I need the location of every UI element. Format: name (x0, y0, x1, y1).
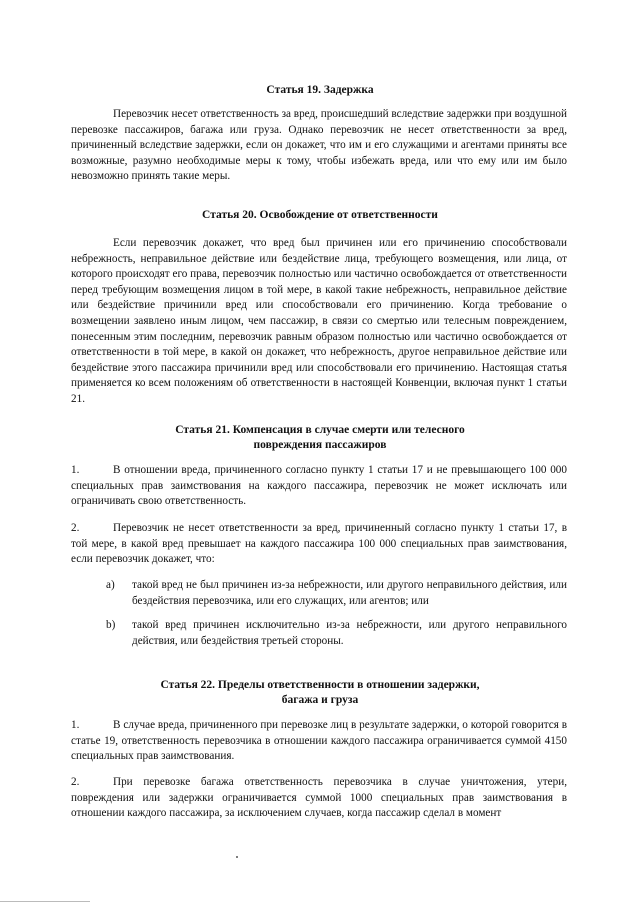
article-22-title-line1: Статья 22. Пределы ответственности в отношении задержки, (160, 679, 480, 691)
article-20-paragraph: Если перевозчик докажет, что вред был причинен или его причинению способствовали небрежность, неправильное действие или бездействие лица, требующего возмещения, или лица, от которого происходят его права, перевозчик полностью или частично освобождается от ответственности перед требующим возмещения лицом в той мере, в какой такие небрежность, неправильное действие или бездействие причинили вред или способствовали его причинению. Когда требование о возмещении заявлено иным лицом, чем пассажир, в связи со смертью или телесным повреждением, понесенным этим последним, перевозчик равным образом полностью или частично освобождается от ответственности в той мере, в какой он докажет, что небрежность, другое неправильное действие или бездействие этого пассажира причинили вред или способствовали его причинению. Настоящая статья применяется ко всем положениям об ответственности в настоящей Конвенции, включая пункт 1 статьи 21. (71, 237, 567, 405)
subitem-text: такой вред не был причинен из-за небрежности, или другого неправильного действия, или бездействия перевозчика, или его служащих, или агентов; или (132, 579, 567, 607)
article-22-paragraph-1 (71, 718, 567, 765)
article-22-title-line2: багажа и груза (281, 694, 359, 706)
paragraph-text: Перевозчик не несет ответственности за вред, причиненный согласно пункту 1 статьи 17, в той мере, в какой вред превышает на каждого пассажира 100 000 специальных прав заимствования, если перевозчик докажет, что: (71, 522, 567, 566)
article-20-title: Статья 20. Освобождение от ответственности (202, 209, 438, 221)
subitem-text: такой вред причинен исключительно из-за небрежности, или другого неправильного действия, или бездействия третьей стороны. (132, 619, 567, 647)
paragraph-number: 1. (71, 464, 80, 476)
article-21-subitem-a (106, 578, 567, 609)
article-19-title: Статья 19. Задержка (266, 84, 374, 96)
paragraph-text: В случае вреда, причиненного при перевозке лиц в результате задержки, о которой говорится в статье 19, ответственность перевозчика в отношении каждого пассажира ограничивается суммой 4150 специальных прав заимствования. (71, 719, 567, 763)
subitem-marker: a) (106, 579, 115, 591)
article-21-title-line2: повреждения пассажиров (253, 439, 387, 451)
article-22-paragraph-2 (71, 775, 567, 822)
article-21-subitem-b (106, 618, 567, 649)
subitem-marker: b) (106, 619, 116, 631)
article-21-title-line1: Статья 21. Компенсация в случае смерти или телесного (175, 424, 465, 436)
paragraph-number: 1. (71, 719, 80, 731)
article-21-paragraph-2 (71, 521, 567, 568)
scan-edge-line (0, 901, 90, 902)
paragraph-text: При перевозке багажа ответственность перевозчика в случае уничтожения, утери, повреждения или задержки ограничивается суммой 1000 специальных прав заимствования в отношении каждого пассажира, за исключением случаев, когда пассажир сделал в момент (71, 776, 567, 820)
article-19-paragraph: Перевозчик несет ответственность за вред, происшедший вследствие задержки при воздушной перевозке пассажиров, багажа или груза. Однако перевозчик не несет ответственности за вред, причиненный вследствие задержки, если он докажет, что им и его служащими и агентами приняты все возможные, разумно необходимые меры к тому, чтобы избежать вреда, или что ему или им было невозможно принять такие меры. (71, 108, 568, 183)
paragraph-text: В отношении вреда, причиненного согласно пункту 1 статьи 17 и не превышающего 100 000 специальных прав заимствования на каждого пассажира, перевозчик не может исключать или ограничивать свою ответственность. (71, 464, 567, 508)
paragraph-number: 2. (71, 522, 80, 534)
scan-speck (236, 856, 238, 858)
article-21-paragraph-1 (71, 463, 567, 510)
paragraph-number: 2. (71, 776, 80, 788)
